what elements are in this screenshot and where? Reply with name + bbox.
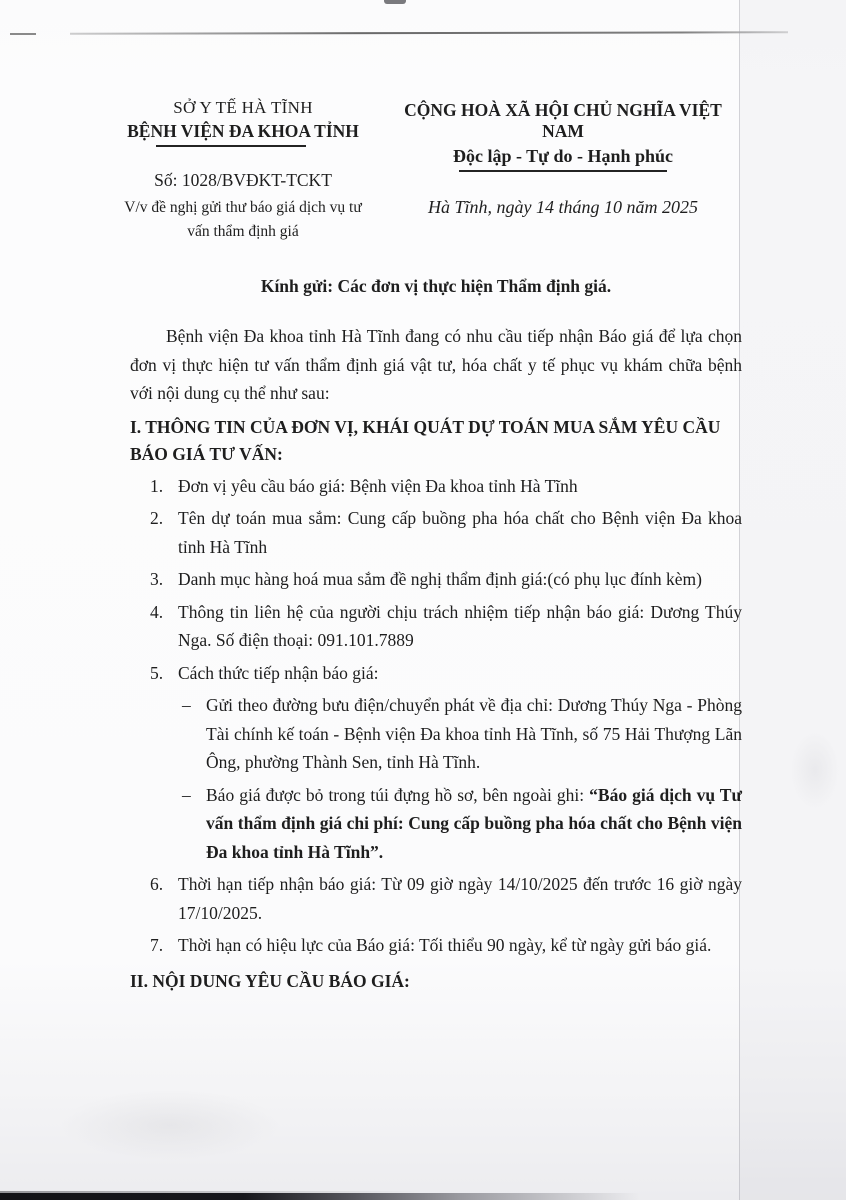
parent-org-name: SỞ Y TẾ HÀ TĨNH xyxy=(173,98,313,117)
document-number: Số: 1028/BVĐKT-TCKT xyxy=(154,170,332,190)
sub-list-item xyxy=(130,781,742,867)
list-item xyxy=(130,565,742,594)
list-item-text: Thời hạn có hiệu lực của Báo giá: Tối thiểu 90 ngày, kể từ ngày gửi báo giá. xyxy=(178,935,712,955)
list-item-number: 1. xyxy=(150,475,164,496)
sub-list-item-text: Gửi theo đường bưu điện/chuyển phát về địa chỉ: Dương Thúy Nga - Phòng Tài chính kế toán - Bệnh viện Đa khoa tỉnh Hà Tĩnh, số 75 Hải Thượng Lãn Ông, phường Thành Sen, tỉnh Hà Tĩnh. xyxy=(206,695,742,772)
dash-marker: – xyxy=(182,695,191,715)
list-item xyxy=(130,931,742,960)
list-item xyxy=(130,659,742,688)
list-item-text: Đơn vị yêu cầu báo giá: Bệnh viện Đa khoa tỉnh Hà Tĩnh xyxy=(178,475,578,496)
list-item-number: 3. xyxy=(150,569,164,589)
list-item-text: Thời hạn tiếp nhận báo giá: Từ 09 giờ ngày 14/10/2025 đến trước 16 giờ ngày 17/10/2025. xyxy=(178,874,742,923)
document-body xyxy=(130,274,742,995)
section-i-heading: I. THÔNG TIN CỦA ĐƠN VỊ, KHÁI QUÁT DỰ TOÁN MUA SẮM YÊU CẦU BÁO GIÁ TƯ VẤN: xyxy=(130,416,721,464)
list-item-number: 4. xyxy=(150,601,164,622)
list-item-number: 6. xyxy=(150,874,164,894)
list-item-number: 2. xyxy=(150,508,164,528)
scan-artifact-bottom-band xyxy=(0,1193,640,1200)
sub-list-item xyxy=(130,691,742,777)
scan-artifact-right-shade xyxy=(740,0,846,1200)
motto-underline xyxy=(459,170,667,172)
country-motto-line1: CỘNG HOÀ XÃ HỘI CHỦ NGHĨA VIỆT NAM xyxy=(404,100,722,141)
list-item-text: Thông tin liên hệ của người chịu trách nhiệm tiếp nhận báo giá: Dương Thúy Nga. Số điện thoại: 091.101.7889 xyxy=(178,601,742,650)
list-item xyxy=(130,598,742,655)
issuing-org-block xyxy=(112,98,374,244)
sub-list-item-bold-text: “Báo giá dịch vụ Tư vấn thẩm định giá chi phí: Cung cấp buồng pha hóa chất cho Bệnh viện Đa khoa tỉnh Hà Tĩnh”. xyxy=(206,784,742,862)
document-subject: V/v đề nghị gửi thư báo giá dịch vụ tư vấn thẩm định giá xyxy=(124,199,362,240)
list-item-text: Danh mục hàng hoá mua sắm đề nghị thẩm định giá:(có phụ lục đính kèm) xyxy=(178,569,702,589)
sub-list-item-text: Báo giá được bỏ trong túi đựng hồ sơ, bên ngoài ghi: xyxy=(206,784,590,805)
list-item-text: Cách thức tiếp nhận báo giá: xyxy=(178,662,379,683)
date-line: Hà Tĩnh, ngày 14 tháng 10 năm 2025 xyxy=(428,197,698,217)
org-name: BỆNH VIỆN ĐA KHOA TỈNH xyxy=(127,121,359,141)
country-motto-line2: Độc lập - Tự do - Hạnh phúc xyxy=(452,146,674,166)
scan-artifact-blotch xyxy=(790,730,840,810)
salutation-line: Kính gửi: Các đơn vị thực hiện Thẩm định giá. xyxy=(260,276,612,296)
list-item-number: 7. xyxy=(150,935,164,955)
list-item xyxy=(130,472,742,501)
org-name-underline xyxy=(156,145,306,147)
scan-artifact-blotch xyxy=(60,1090,280,1160)
scan-artifact-top-dash xyxy=(10,33,36,35)
national-header-block xyxy=(388,100,738,218)
intro-paragraph: Bệnh viện Đa khoa tỉnh Hà Tĩnh đang có nhu cầu tiếp nhận Báo giá để lựa chọn đơn vị thực hiện tư vấn thẩm định giá vật tư, hóa chất y tế phục vụ khám chữa bệnh với nội dung cụ thể như sau: xyxy=(130,326,742,403)
list-item-number: 5. xyxy=(150,662,164,683)
scan-artifact-top-line xyxy=(70,31,788,35)
list-item xyxy=(130,870,742,927)
section-ii-heading: II. NỘI DUNG YÊU CẦU BÁO GIÁ: xyxy=(130,970,410,991)
list-item xyxy=(130,504,742,561)
scan-artifact-top-mark xyxy=(384,0,406,4)
dash-marker: – xyxy=(182,784,191,805)
list-item-text: Tên dự toán mua sắm: Cung cấp buồng pha hóa chất cho Bệnh viện Đa khoa tỉnh Hà Tĩnh xyxy=(178,508,742,557)
